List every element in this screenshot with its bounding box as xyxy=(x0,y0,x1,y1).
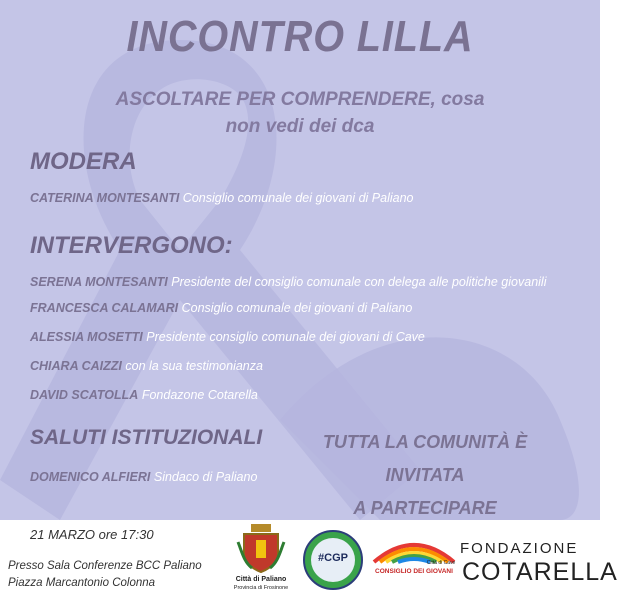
speaker-role: Presidente del consiglio comunale con delega alle politiche giovanili xyxy=(171,275,547,289)
speaker-entry xyxy=(30,359,263,373)
modera-entry xyxy=(30,191,414,205)
fondazione-logo-line-2: COTARELLA xyxy=(462,558,618,586)
subtitle-line-1: ASCOLTARE PER COMPRENDERE, cosa xyxy=(115,89,485,110)
speaker-entry xyxy=(30,275,546,289)
consiglio-text: CONSIGLIO DEI GIOVANI xyxy=(375,568,453,575)
speaker-role: Presidente consiglio comunale dei giovani di Cave xyxy=(146,330,425,344)
cgp-logo-text: #CGP xyxy=(318,552,348,564)
speaker-name: ALESSIA MOSETTI xyxy=(30,330,143,344)
speaker-entry xyxy=(30,330,425,344)
speaker-name: CHIARA CAIZZI xyxy=(30,359,122,373)
invitation xyxy=(300,426,550,525)
saluti-entry xyxy=(30,470,257,484)
event-date: 21 MARZO ore 17:30 xyxy=(30,527,154,542)
consiglio-giovani-logo xyxy=(370,534,458,586)
invitation-line-2: A PARTECIPARE xyxy=(353,498,497,518)
event-subtitle xyxy=(0,86,600,140)
crest-icon xyxy=(236,522,286,574)
footer xyxy=(0,520,618,600)
intervergono-heading: INTERVERGONO: xyxy=(30,232,233,259)
speaker-name: DAVID SCATOLLA xyxy=(30,388,139,402)
speaker-name: CATERINA MONTESANTI xyxy=(30,191,180,205)
venue-line-2: Piazza Marcantonio Colonna xyxy=(8,577,156,589)
speaker-name: FRANCESCA CALAMARI xyxy=(30,301,179,315)
event-venue xyxy=(8,558,202,592)
event-title: INCONTRO LILLA xyxy=(126,12,474,61)
consiglio-city: Città di Cave xyxy=(426,560,456,566)
speaker-role: Sindaco di Paliano xyxy=(153,470,258,484)
city-of-paliano-logo xyxy=(233,522,289,598)
speaker-entry xyxy=(30,388,258,402)
speaker-entry xyxy=(30,301,412,315)
city-name: Città di Paliano xyxy=(235,576,287,583)
modera-heading: MODERA xyxy=(30,148,137,175)
venue-line-1: Presso Sala Conferenze BCC Paliano xyxy=(8,560,202,572)
speaker-name: DOMENICO ALFIERI xyxy=(30,470,151,484)
saluti-heading: SALUTI ISTITUZIONALI xyxy=(30,426,263,449)
fondazione-logo-line-1: FONDAZIONE xyxy=(460,540,579,557)
speaker-role: con la sua testimonianza xyxy=(125,359,263,373)
speaker-role: Consiglio comunale dei giovani di Paliano xyxy=(182,191,414,205)
cgp-logo xyxy=(303,530,363,590)
invitation-line-1: TUTTA LA COMUNITÀ È INVITATA xyxy=(322,432,528,485)
speaker-role: Fondazone Cotarella xyxy=(141,388,258,402)
speaker-name: SERENA MONTESANTI xyxy=(30,275,168,289)
city-province: Provincia di Frosinone xyxy=(233,585,289,591)
speaker-role: Consiglio comunale dei giovani di Paliano xyxy=(181,301,413,315)
subtitle-line-2: non vedi dei dca xyxy=(225,116,375,137)
